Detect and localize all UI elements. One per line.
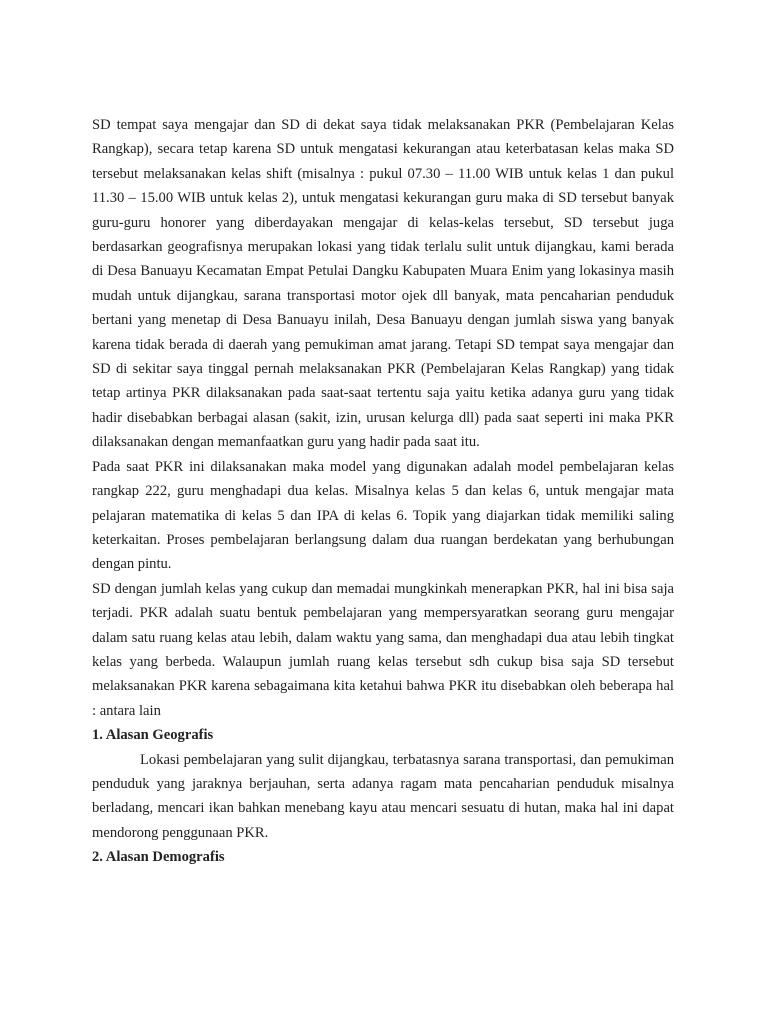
paragraph-geografis: Lokasi pembelajaran yang sulit dijangkau, terbatasnya sarana transportasi, dan pemukiman penduduk yang jaraknya berjauhan, serta adanya ragam mata pencaharian penduduk misalnya berladang, mencari ikan bahkan menebang kayu atau mencari sesuatu di hutan, maka hal ini dapat mendorong penggunaan PKR. (92, 751, 674, 841)
paragraph-intro: SD tempat saya mengajar dan SD di dekat saya tidak melaksanakan PKR (Pembelajaran Kelas Rangkap), secara tetap karena SD untuk mengatasi kekurangan atau keterbatasan kelas maka SD tersebut melaksanakan kelas shift (misalnya : pukul 07.30 – 11.00 WIB untuk kelas 1 dan pukul 11.30 – 15.00 WIB untuk kelas 2), untuk mengatasi kekurangan guru maka di SD tersebut banyak guru-guru honorer yang diberdayakan mengajar di kelas-kelas tersebut, SD tersebut juga berdasarkan geografisnya merupakan lokasi yang tidak terlalu sulit untuk dijangkau, kami berada di Desa Banuayu Kecamatan Empat Petulai Dangku Kabupaten Muara Enim yang lokasinya masih mudah untuk dijangkau, sarana transportasi motor ojek dll banyak, mata pencaharian penduduk bertani yang menetap di Desa Banuayu inilah, Desa Banuayu dengan jumlah siswa yang banyak karena tidak berada di daerah yang pemukiman amat jarang. Tetapi SD tempat saya mengajar dan SD di sekitar saya tinggal pernah melaksanakan PKR (Pembelajaran Kelas Rangkap) yang tidak tetap artinya PKR dilaksanakan pada saat-saat tertentu saja yaitu ketika adanya guru yang tidak hadir disebabkan berbagai alasan (sakit, izin, urusan kelurga dll) pada saat seperti ini maka PKR dilaksanakan dengan memanfaatkan guru yang hadir pada saat itu. (92, 117, 674, 451)
heading-alasan-geografis: 1. Alasan Geografis (92, 727, 214, 744)
paragraph-model: Pada saat PKR ini dilaksanakan maka model yang digunakan adalah model pembelajaran kelas rangkap 222, guru menghadapi dua kelas. Misalnya kelas 5 dan kelas 6, untuk mengajar mata pelajaran matematika di kelas 5 dan IPA di kelas 6. Topik yang diajarkan tidak memiliki saling keterkaitan. Proses pembelajaran berlangsung dalam dua ruangan berdekatan yang berhubungan dengan pintu. (92, 458, 674, 573)
heading-alasan-demografis: 2. Alasan Demografis (92, 849, 225, 866)
paragraph-reasons: SD dengan jumlah kelas yang cukup dan memadai mungkinkah menerapkan PKR, hal ini bisa saja terjadi. PKR adalah suatu bentuk pembelajaran yang mempersyaratkan seorang guru mengajar dalam satu ruang kelas atau lebih, dalam waktu yang sama, dan menghadapi dua atau lebih tingkat kelas yang berbeda. Walaupun jumlah ruang kelas tersebut sdh cukup bisa saja SD tersebut melaksanakan PKR karena sebagaimana kita ketahui bahwa PKR itu disebabkan oleh beberapa hal : antara lain (92, 580, 674, 719)
document-page (92, 113, 674, 870)
